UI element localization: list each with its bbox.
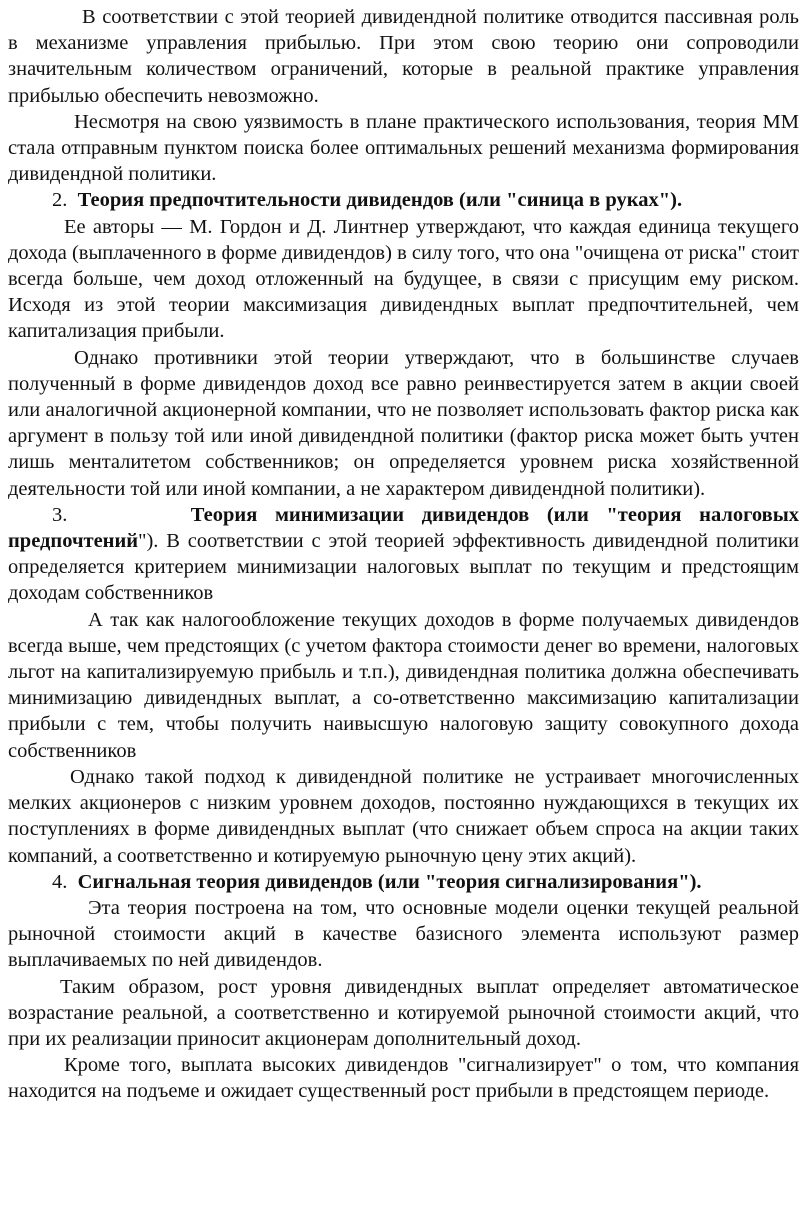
section-number: 4. [52,870,68,893]
section-title: Сигнальная теория дивидендов (или "теория сигнализирования"). [77,870,702,893]
paragraph-valuation-models: Эта теория построена на том, что основные модели оценки текущей реальной рыночной стоимости акций в качестве базисного элемента используют размер выплачиваемых по ней дивидендов. [8,896,799,972]
paragraph-small-shareholders: Однако такой подход к дивидендной политике не устраивает многочисленных мелких акционеров с низким уровнем доходов, постоянно нуждающихся в текущих их поступлениях в форме дивидендных выплат (что снижает объем спроса на акции таких компаний, а соответственно и котируемую рыночную цену этих акций). [8,765,799,867]
paragraph-mm-theory-role: В соответствии с этой теорией дивидендной политике отводится пассивная роль в механизме управления прибылью. При этом свою теорию они сопроводили значительным количеством ограничений, которые в реальной практике управления прибылью обеспечить невозможно. [8,6,799,107]
section-number: 2. [52,189,68,212]
section-heading-dividend-minimization [8,502,799,607]
paragraph-opponents-argument: Однако противники этой теории утверждают, что в большинстве случаев полученный в форме дивидендов доход все равно реинвестируется затем в акции своей или аналогичной акционерной компании, что не позволяет использовать фактор риска как аргумент в пользу той или иной дивидендной политики (фактор риска может быть учтен лишь менталитетом собственников; он определяется уровнем риска хозяйственной деятельности той или иной компании, а не характером дивидендной политики). [8,346,799,500]
section-intro-text: "). В соответствии с этой теорией эффективность дивидендной политики определяется критерием минимизации налоговых выплат по текущим и предстоящим доходам собственников [8,530,799,605]
paragraph-tax-argument: А так как налогообложение текущих доходов в форме получаемых дивидендов всегда выше, чем предстоящих (с учетом фактора стоимости денег во времени, налоговых льгот на капитализируемую прибыль и т.п.), дивидендная политика должна обеспечивать минимизацию дивидендных выплат, а со-ответственно максимизацию капитализации прибыли с тем, чтобы получить наивысшую налоговую защиту совокупного дохода собственников [8,608,799,762]
section-title: Теория минимизации дивидендов (или "теория налоговых предпочтений [8,503,800,553]
section-heading-dividend-preference [8,187,799,213]
section-title: Теория предпочтительности дивидендов (или "синица в руках"). [77,189,683,212]
paragraph-dividend-growth: Таким образом, рост уровня дивидендных выплат определяет автоматическое возрастание реальной, а соответственно и котируемой рыночной стоимости акций, что при их реализации приносит акционерам дополнительный доход. [8,975,799,1050]
section-number: 3. [52,503,68,526]
paragraph-mm-theory-vulnerability: Несмотря на свою уязвимость в плане практического использования, теория ММ стала отправным пунктом поиска более оптимальных решений механизма формирования дивидендной политики. [8,110,799,186]
paragraph-gordon-lintner: Ее авторы — М. Гордон и Д. Линтнер утверждают, что каждая единица текущего дохода (выплаченного в форме дивидендов) в силу того, что она "очищена от риска" стоит всегда больше, чем доход отложенный на будущее, в связи с присущим ему риском. Исходя из этой теории максимизация дивидендных выплат предпочтительней, чем капитализация прибыли. [8,215,799,343]
section-heading-signal-theory [8,869,799,895]
paragraph-high-dividends-signal: Кроме того, выплата высоких дивидендов "сигнализирует" о том, что компания находится на подъеме и ожидает существенный рост прибыли в предстоящем периоде. [8,1054,799,1103]
